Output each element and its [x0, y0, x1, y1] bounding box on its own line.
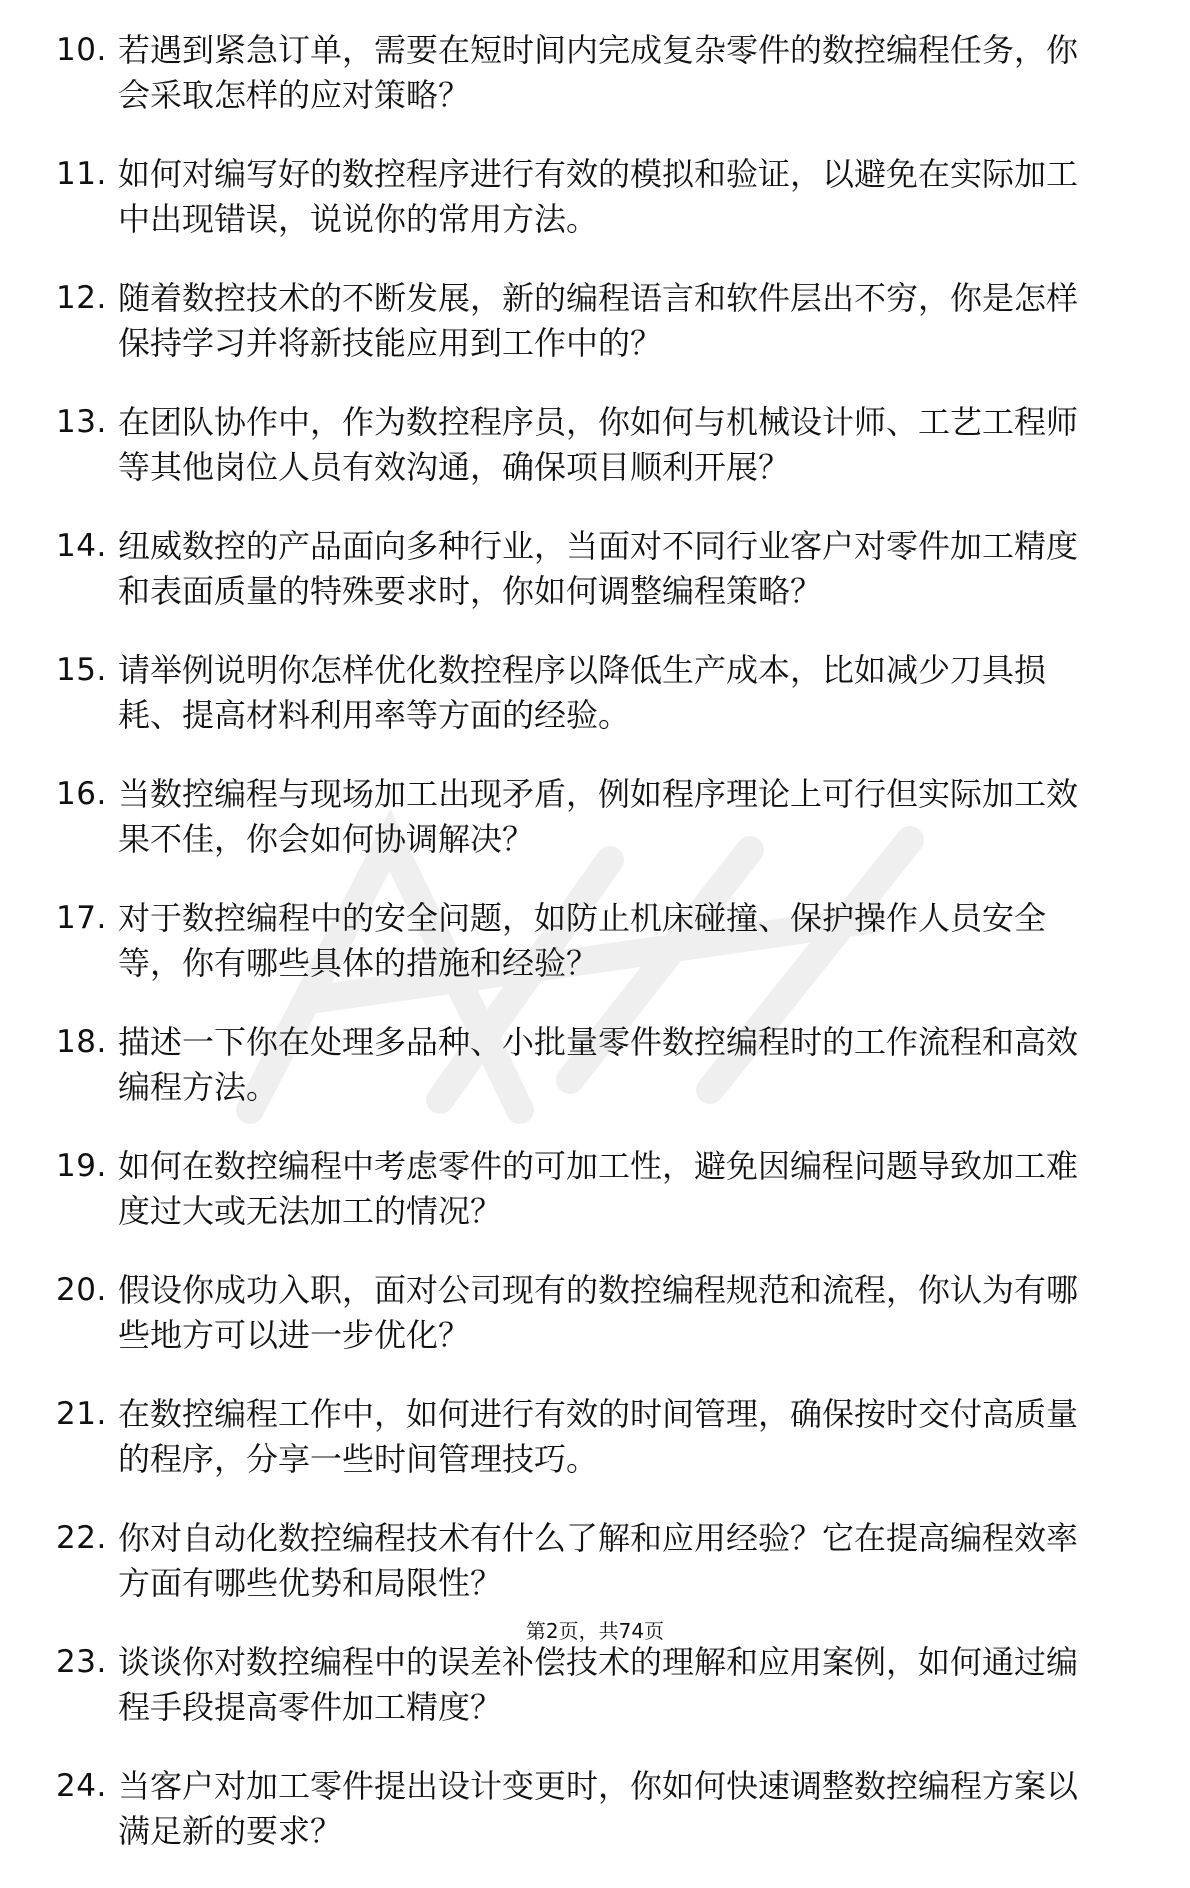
question-text: 你对自动化数控编程技术有什么了解和应用经验？它在提高编程效率方面有哪些优势和局限性？ [118, 1519, 1079, 1602]
question-number: 18. [56, 1024, 107, 1060]
question-text: 假设你成功入职，面对公司现有的数控编程规范和流程，你认为有哪些地方可以进一步优化？ [118, 1271, 1079, 1354]
question-text: 谈谈你对数控编程中的误差补偿技术的理解和应用案例，如何通过编程手段提高零件加工精度？ [118, 1643, 1079, 1726]
question-number: 23. [56, 1644, 107, 1680]
question-list [56, 28, 1106, 1888]
question-number: 14. [56, 528, 107, 564]
question-number: 20. [56, 1272, 107, 1308]
list-item [56, 772, 1106, 862]
list-item [56, 1020, 1106, 1110]
question-number: 24. [56, 1768, 107, 1804]
question-number: 22. [56, 1520, 107, 1556]
list-item [56, 1516, 1106, 1606]
question-text: 如何对编写好的数控程序进行有效的模拟和验证，以避免在实际加工中出现错误，说说你的常用方法。 [118, 155, 1079, 238]
question-text: 在数控编程工作中，如何进行有效的时间管理，确保按时交付高质量的程序，分享一些时间管理技巧。 [118, 1395, 1079, 1478]
question-number: 21. [56, 1396, 107, 1432]
list-item [56, 1268, 1106, 1358]
question-text: 当客户对加工零件提出设计变更时，你如何快速调整数控编程方案以满足新的要求？ [118, 1767, 1079, 1850]
question-number: 11. [56, 156, 107, 192]
list-item [56, 896, 1106, 986]
question-number: 12. [56, 280, 107, 316]
question-number: 16. [56, 776, 107, 812]
list-item [56, 1764, 1106, 1854]
list-item [56, 1640, 1106, 1730]
question-text: 请举例说明你怎样优化数控程序以降低生产成本，比如减少刀具损耗、提高材料利用率等方面的经验。 [118, 651, 1047, 734]
list-item [56, 648, 1106, 738]
page-footer: 第2页，共74页 [525, 1619, 665, 1643]
question-text: 纽威数控的产品面向多种行业，当面对不同行业客户对零件加工精度和表面质量的特殊要求时，你如何调整编程策略？ [118, 527, 1079, 610]
question-text: 描述一下你在处理多品种、小批量零件数控编程时的工作流程和高效编程方法。 [118, 1023, 1079, 1106]
list-item [56, 400, 1106, 490]
list-item [56, 28, 1106, 118]
question-text: 随着数控技术的不断发展，新的编程语言和软件层出不穷，你是怎样保持学习并将新技能应用到工作中的？ [118, 279, 1079, 362]
list-item [56, 524, 1106, 614]
question-number: 13. [56, 404, 107, 440]
list-item [56, 276, 1106, 366]
list-item [56, 152, 1106, 242]
list-item [56, 1392, 1106, 1482]
list-item [56, 1144, 1106, 1234]
question-text: 若遇到紧急订单，需要在短时间内完成复杂零件的数控编程任务，你会采取怎样的应对策略？ [118, 31, 1079, 114]
question-text: 在团队协作中，作为数控程序员，你如何与机械设计师、工艺工程师等其他岗位人员有效沟通，确保项目顺利开展？ [118, 403, 1079, 486]
question-text: 如何在数控编程中考虑零件的可加工性，避免因编程问题导致加工难度过大或无法加工的情况？ [118, 1147, 1079, 1230]
question-number: 15. [56, 652, 107, 688]
question-number: 10. [56, 32, 107, 68]
question-text: 对于数控编程中的安全问题，如防止机床碰撞、保护操作人员安全等，你有哪些具体的措施和经验？ [118, 899, 1047, 982]
question-text: 当数控编程与现场加工出现矛盾，例如程序理论上可行但实际加工效果不佳，你会如何协调解决？ [118, 775, 1079, 858]
question-number: 19. [56, 1148, 107, 1184]
question-number: 17. [56, 900, 107, 936]
